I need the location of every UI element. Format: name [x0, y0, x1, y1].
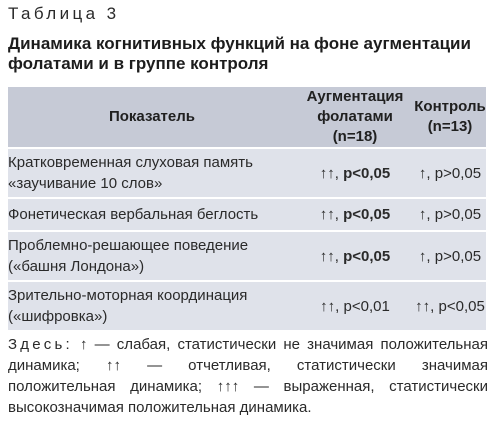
header-control: Контроль (n=13): [414, 87, 486, 148]
arrow-up-icon: ↑: [418, 247, 427, 265]
arrow-up-icon: ↑↑: [415, 297, 431, 315]
arrow-up-icon: ↑↑: [319, 206, 335, 223]
arrow-up-icon: ↑↑: [105, 357, 121, 374]
control-cell: ↑, p>0,05: [414, 198, 486, 231]
results-table: [8, 87, 486, 332]
arrow-up-icon: ↑: [418, 164, 427, 182]
indicator-cell: Фонетическая вербальная беглость: [8, 198, 296, 231]
header-indicator: Показатель: [8, 87, 296, 148]
table-footnote: Здесь: ↑ — слабая, статистически не значимая положительная динамика; ↑↑ — отчетливая, статистически значимая положительная динамика; ↑↑↑ — выраженная, статистически высокозначимая положительная динамика.: [8, 336, 488, 416]
arrow-up-icon: ↑: [80, 336, 88, 353]
arrow-up-icon: ↑: [418, 206, 427, 223]
arrow-up-icon: ↑↑: [319, 164, 335, 182]
table-row: [8, 231, 486, 281]
table-header-row: [8, 87, 486, 148]
augmentation-cell: ↑↑, p<0,05: [296, 231, 414, 281]
header-augmentation: Аугментация фолатами (n=18): [296, 87, 414, 148]
arrow-up-icon: ↑↑: [319, 247, 335, 265]
arrow-up-icon: ↑↑: [320, 297, 336, 315]
control-cell: ↑, p>0,05: [414, 148, 486, 198]
table-row: [8, 148, 486, 198]
table-row: [8, 198, 486, 231]
indicator-cell: Проблемно-решающее поведение («башня Лондона»): [8, 231, 296, 281]
indicator-cell: Зрительно-моторная координация («шифровка»): [8, 281, 296, 331]
arrow-up-icon: ↑↑↑: [216, 378, 240, 395]
control-cell: ↑↑, p<0,05: [414, 281, 486, 331]
footnote-label: Здесь:: [8, 336, 73, 353]
table-title: Динамика когнитивных функций на фоне аугментации фолатами и в группе контроля: [8, 34, 471, 73]
augmentation-cell: ↑↑, p<0,01: [296, 281, 414, 331]
augmentation-cell: ↑↑, p<0,05: [296, 148, 414, 198]
table-number: Таблица 3: [8, 4, 120, 23]
indicator-cell: Кратковременная слуховая память «заучивание 10 слов»: [8, 148, 296, 198]
augmentation-cell: ↑↑, p<0,05: [296, 198, 414, 231]
table-row: [8, 281, 486, 331]
control-cell: ↑, p>0,05: [414, 231, 486, 281]
